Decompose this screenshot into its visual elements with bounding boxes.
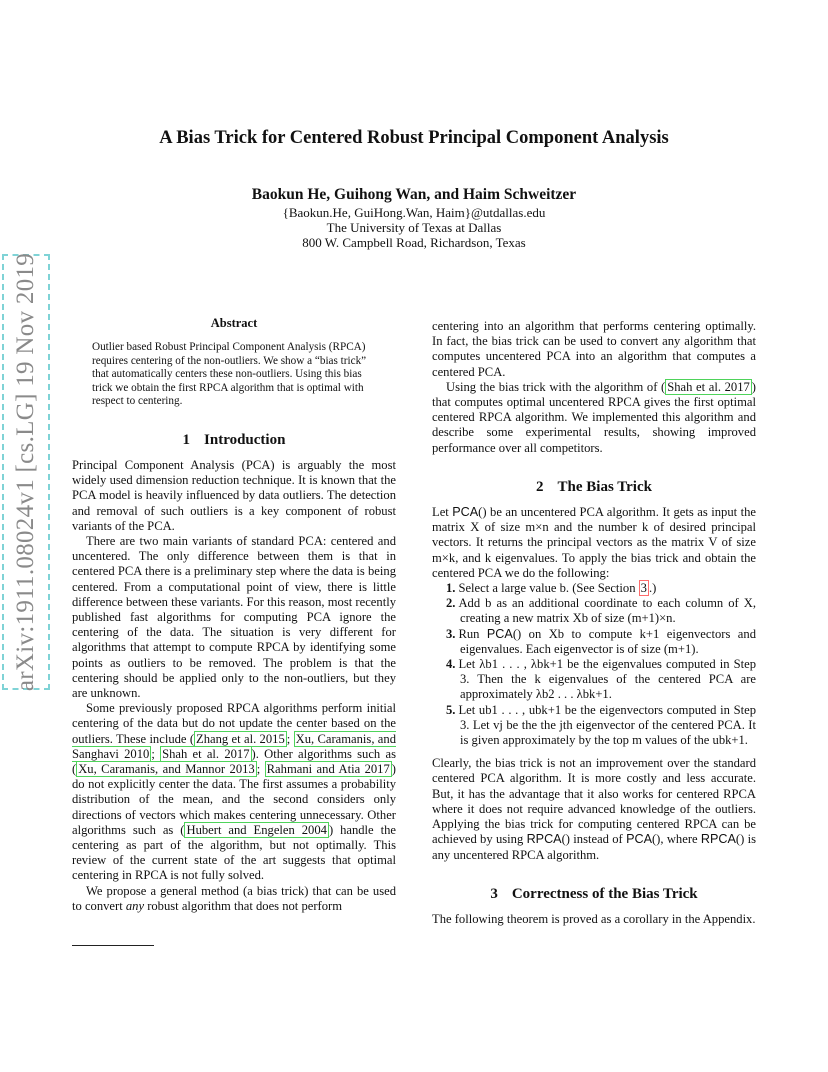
author-emails: {Baokun.He, GuiHong.Wan, Haim}@utdallas.edu	[282, 205, 546, 220]
step-item	[446, 596, 756, 626]
section-number: 2	[536, 478, 544, 495]
bias-trick-steps	[432, 581, 756, 748]
intro-paragraph-4-cont: centering into an algorithm that performs centering optimally. In fact, the bias trick can be used to convert any algorithm that computes uncentered PCA into an algorithm that computes a centered PCA.	[432, 319, 756, 379]
function-name: PCA	[452, 505, 479, 520]
text-run: (), where	[651, 832, 701, 847]
text-run: ) do not explicitly center the data. The first assumes a probability distribution of the mean, and the second considers only directions of vectors which makes centering unnecessary. Other algorithms such as (	[72, 761, 396, 837]
function-name: RPCA	[526, 832, 562, 847]
arxiv-stamp-text: arXiv:1911.08024v1 [cs.LG] 19 Nov 2019	[12, 252, 39, 692]
function-name: RPCA	[700, 832, 736, 847]
text-run: .)	[648, 581, 657, 596]
bias-trick-outro	[432, 756, 756, 862]
text-run: () be an uncentered PCA algorithm. It gets as input the matrix X of size m×n and the number k of desired principal vectors. It returns the principal vectors as the matrix V of size m×k, and k eigenvalues. To apply the bias trick and obtain the centered PCA we do the following:	[432, 505, 756, 580]
citation-link[interactable]: Hubert and Engelen 2004	[186, 822, 327, 837]
step-text: Add b as an additional coordinate to each column of X, creating a new matrix Xb of size (m+1)×n.	[458, 596, 756, 626]
step-number: 3.	[446, 626, 456, 641]
section-3-heading	[432, 887, 756, 902]
text-run: () instead of	[561, 832, 627, 847]
step-item	[446, 703, 756, 749]
section-title: The Bias Trick	[557, 478, 652, 495]
right-column	[432, 319, 756, 927]
intro-paragraph-3	[72, 701, 396, 883]
section-title: Correctness of the Bias Trick	[511, 885, 698, 902]
arxiv-stamp[interactable]	[2, 254, 50, 690]
text-run: Using the bias trick with the algorithm of (	[446, 379, 666, 394]
citation-link[interactable]: Zhang et al. 2015	[196, 731, 285, 746]
step-text: Let λb1 . . . , λbk+1 be the eigenvalues computed in Step 3. Then the k eigenvalues of the centered PCA are approximately λb2 . . . λbk+1.	[458, 657, 756, 702]
text-run: () on Xb to compute k+1 eigenvectors and eigenvalues. Each eigenvector is of size (m+1).	[460, 626, 756, 656]
step-number: 5.	[446, 702, 456, 717]
step-number: 2.	[446, 596, 456, 611]
text-run: ;	[286, 731, 294, 746]
section-title: Introduction	[204, 431, 286, 448]
author-address: 800 W. Campbell Road, Richardson, Texas	[302, 235, 526, 250]
paper-title: A Bias Trick for Centered Robust Principal Component Analysis	[159, 128, 669, 148]
citation-link[interactable]: Shah et al. 2017	[667, 379, 750, 394]
section-1-heading	[72, 433, 396, 448]
text-run: We propose a general method (a bias trick) that can be used to convert	[72, 883, 396, 913]
step-number: 4.	[446, 657, 456, 672]
function-name: PCA	[486, 626, 513, 641]
text-run: Select a large value b. (See Section	[458, 581, 639, 596]
text-run: Clearly, the bias trick is not an improvement over the standard centered PCA algorithm. It is more costly and less accurate. But, it has the advantage that it also works for centered RPCA where it does not require advanced knowledge of the outliers. Applying the bias trick for computing centered RPCA can be achieved by using	[432, 756, 756, 847]
step-item	[446, 627, 756, 657]
section-3-text: The following theorem is proved as a corollary in the Appendix.	[432, 911, 756, 926]
step-item	[446, 657, 756, 703]
intro-paragraph-1: Principal Component Analysis (PCA) is arguably the most widely used dimension reduction technique. It is known that the PCA model is heavily influenced by data outliers. The detection and removal of such outliers is a key component of robust variants of the PCA.	[72, 457, 396, 533]
function-name: PCA	[626, 832, 652, 847]
footnote-rule	[72, 945, 154, 946]
text-run: () is any uncentered RPCA algorithm.	[432, 832, 757, 862]
text-run: ) that computes optimal uncentered RPCA gives the first optimal centered RPCA algorithm. We implemented this algorithm and describe some experimental results, showing improved performance over all competitors.	[432, 379, 756, 455]
authors: Baokun He, Guihong Wan, and Haim Schweitzer	[251, 186, 577, 203]
citation-link[interactable]: Xu, Caramanis, and Sanghavi 2010	[72, 731, 396, 761]
abstract-text: Outlier based Robust Principal Component Analysis (RPCA) requires centering of the non-outliers. We show a “bias trick” that automatically centers these non-outliers. Using this bias trick we obtain the first RPCA algorithm that is optimal with respect to centering.	[92, 341, 367, 408]
text-run: ). Other algorithms such as (	[72, 746, 396, 776]
text-run: robust algorithm that does not perform	[144, 898, 343, 913]
author-university: The University of Texas at Dallas	[326, 220, 502, 235]
step-text: Let ub1 . . . , ubk+1 be the eigenvectors computed in Step 3. Let vj be the the jth eigenvector of the centered PCA. It is given approximately by the top m values of the ubk+1.	[458, 702, 756, 748]
emphasis: any	[125, 898, 145, 913]
text-run: ;	[151, 746, 161, 761]
text-run: ) handle the centering as part of the algorithm, but not optimally. This review of the current state of the art suggests that optimal centering in RPCA is not fully solved.	[72, 822, 396, 883]
intro-paragraph-5	[432, 380, 756, 456]
step-number: 1.	[446, 581, 456, 596]
citation-link[interactable]: Rahmani and Atia 2017	[266, 761, 390, 776]
section-number: 3	[490, 885, 498, 902]
step-item	[446, 581, 756, 596]
section-number: 1	[182, 431, 191, 448]
text-run: Let	[432, 505, 453, 520]
section-2-heading	[432, 480, 756, 495]
text-run: Some previously proposed RPCA algorithms perform initial centering of the data but do not update the center based on the outliers. These include (	[72, 701, 396, 746]
citation-link[interactable]: Xu, Caramanis, and Mannor 2013	[78, 761, 255, 776]
section-ref-link[interactable]: 3	[640, 581, 647, 596]
bias-trick-intro	[432, 505, 756, 581]
intro-paragraph-2: There are two main variants of standard PCA: centered and uncentered. The only difference between them is that in centered PCA there is a preliminary step where the data is being centered. From a computational point of view, there is little difference between these variants. For this reason, most recently published fast algorithms for computing PCA ignore the centering of the data. The situation is very different for algorithms that attempt to compute RPCA by identifying some points as outliers to be removed. The problem is that the centering should be applied only to the non-outliers, but they are unknown.	[72, 533, 396, 700]
citation-link[interactable]: Shah et al. 2017	[162, 746, 250, 761]
text-run: ;	[256, 761, 265, 776]
left-column	[72, 316, 396, 914]
abstract-heading: Abstract	[210, 316, 258, 330]
text-run: Run	[458, 626, 487, 641]
intro-paragraph-4-start	[72, 884, 396, 914]
